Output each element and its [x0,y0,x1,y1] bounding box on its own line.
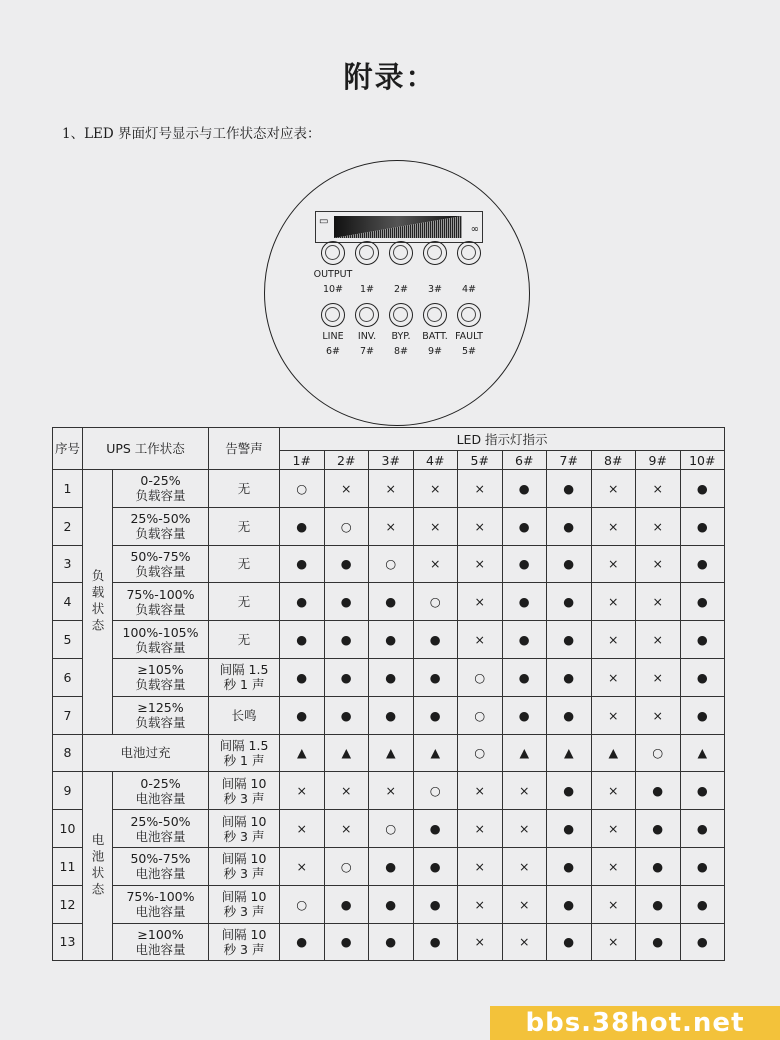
led-state-cell: ● [636,847,681,885]
table-row [53,847,725,885]
alarm-cell [209,507,280,545]
alarm-cell [209,696,280,734]
led-state-cell: ● [547,470,592,508]
row-number: 13 [53,923,83,961]
led-state-cell: × [280,772,325,810]
led-state-cell: × [458,621,503,659]
alarm-text: 无 [237,480,251,496]
led-state-cell: ● [636,885,681,923]
led-state-cell: × [502,923,547,961]
status-cell [113,885,209,923]
led-state-cell: × [591,810,636,848]
panel-led-name [446,269,492,281]
alarm-cell [209,734,280,772]
led-state-cell: ● [547,658,592,696]
led-column-header: 1# [280,451,325,470]
header-seq: 序号 [53,428,83,470]
status-range: 0-25% [140,473,181,489]
status-range: 0-25% [140,775,181,791]
panel-led-number: 2# [393,284,408,295]
status-type: 负载容量 [135,639,186,655]
status-range: 100%-105% [122,624,199,640]
alarm-text: 无 [237,556,251,572]
table-row [53,658,725,696]
alarm-text-2: 秒 3 声 [223,941,265,957]
led-state-cell: ● [502,470,547,508]
panel-led [457,241,481,265]
led-status-table [52,427,725,961]
alarm-text: 间隔 10 [221,813,267,829]
status-cell [113,696,209,734]
panel-led [389,241,413,265]
led-state-cell: ▲ [413,734,458,772]
row-number: 2 [53,507,83,545]
status-range: 75%-100% [126,889,195,905]
led-panel-diagram [264,160,530,426]
panel-led-number: 1# [359,284,374,295]
led-state-cell: ● [547,810,592,848]
alarm-text: 间隔 10 [221,851,267,867]
led-state-cell: ● [280,545,325,583]
panel-led-number: 5# [461,346,476,357]
led-state-cell: ▲ [324,734,369,772]
led-state-cell: ● [502,545,547,583]
table-row [53,696,725,734]
table-row [53,545,725,583]
led-state-cell: ● [413,885,458,923]
panel-led-number: 7# [359,346,374,357]
led-state-cell: ● [324,583,369,621]
status-type: 负载容量 [135,677,186,693]
led-column-header: 8# [591,451,636,470]
led-state-cell: × [324,772,369,810]
panel-led-number: 9# [427,346,442,357]
led-state-cell: × [591,507,636,545]
led-state-cell: ● [324,885,369,923]
led-state-cell: ● [324,658,369,696]
table-row [53,507,725,545]
level-bar [315,211,483,243]
panel-led-name: FAULT [455,331,483,342]
led-state-cell: × [636,696,681,734]
alarm-cell [209,923,280,961]
panel-led-name: LINE [322,331,344,342]
panel-led [389,303,413,327]
alarm-text: 间隔 1.5 [219,737,269,753]
panel-led-name: INV. [357,331,377,342]
led-state-cell: × [636,658,681,696]
alarm-text: 无 [237,632,251,648]
led-state-cell: ○ [636,734,681,772]
row-number: 4 [53,583,83,621]
led-state-cell: ● [547,621,592,659]
led-state-cell: ● [680,621,725,659]
status-cell [113,772,209,810]
status-type: 负载容量 [135,601,186,617]
row-number: 10 [53,810,83,848]
led-state-cell: ○ [280,470,325,508]
led-state-cell: × [458,545,503,583]
led-state-cell: ● [547,507,592,545]
led-state-cell: ● [680,507,725,545]
led-state-cell: ● [369,583,414,621]
led-state-cell: ● [413,923,458,961]
status-cell [113,507,209,545]
led-state-cell: × [458,583,503,621]
status-type: 负载容量 [135,488,186,504]
led-state-cell: ● [502,507,547,545]
status-cell [113,470,209,508]
led-state-cell: × [636,583,681,621]
led-state-cell: × [636,507,681,545]
alarm-text-2: 秒 3 声 [223,904,265,920]
led-state-cell: ● [502,583,547,621]
led-state-cell: × [591,847,636,885]
led-state-cell: ● [369,696,414,734]
row-number: 9 [53,772,83,810]
plug-icon: ∞ [470,224,479,235]
status-type: 电池容量 [135,904,186,920]
led-state-cell: ● [413,847,458,885]
led-state-cell: × [591,696,636,734]
status-cell [113,658,209,696]
led-state-cell: × [591,545,636,583]
led-state-cell: × [502,810,547,848]
led-state-cell: × [458,470,503,508]
led-state-cell: ○ [458,734,503,772]
led-state-cell: ● [413,658,458,696]
row-number: 8 [53,734,83,772]
led-state-cell: ○ [324,847,369,885]
led-state-cell: × [369,507,414,545]
row-number: 3 [53,545,83,583]
led-state-cell: ● [547,772,592,810]
panel-led-name: BYP. [391,331,411,342]
alarm-text: 无 [237,518,251,534]
status-cell [113,545,209,583]
led-state-cell: × [591,885,636,923]
led-state-cell: × [591,470,636,508]
status-type: 电池容量 [135,866,186,882]
status-cell [113,923,209,961]
led-state-cell: ○ [458,696,503,734]
header-status: UPS 工作状态 [83,428,209,470]
led-column-header: 10# [680,451,725,470]
led-state-cell: ● [324,923,369,961]
led-state-cell: ● [413,810,458,848]
status-type: 电池容量 [135,941,186,957]
led-state-cell: ● [680,885,725,923]
led-state-cell: ▲ [369,734,414,772]
led-state-cell: × [458,810,503,848]
status-type: 电池容量 [135,828,186,844]
led-state-cell: × [636,621,681,659]
led-state-cell: ● [369,847,414,885]
led-state-cell: ● [502,621,547,659]
led-state-cell: ▲ [591,734,636,772]
led-state-cell: ○ [458,658,503,696]
row-number: 1 [53,470,83,508]
alarm-text: 间隔 1.5 [219,662,269,678]
alarm-cell [209,847,280,885]
alarm-cell [209,470,280,508]
group-load-label: 负载状态 [83,470,113,735]
panel-led-name: OUTPUT [313,269,353,280]
alarm-text: 长鸣 [231,707,257,723]
status-cell [113,810,209,848]
table-row [53,772,725,810]
alarm-cell [209,772,280,810]
status-range: 25%-50% [130,511,191,527]
alarm-text: 间隔 10 [221,889,267,905]
alarm-text-2: 秒 3 声 [223,790,265,806]
led-state-cell: ● [680,658,725,696]
status-type: 负载容量 [135,526,186,542]
led-state-cell: ● [413,621,458,659]
led-state-cell: ● [280,621,325,659]
led-state-cell: ▲ [280,734,325,772]
led-state-cell: ● [369,621,414,659]
watermark: bbs.38hot.net [490,1006,780,1040]
led-state-cell: ● [680,470,725,508]
panel-led [321,303,345,327]
status-type: 负载容量 [135,715,186,731]
alarm-text: 无 [237,594,251,610]
alarm-cell [209,621,280,659]
alarm-text-2: 秒 3 声 [223,828,265,844]
led-state-cell: × [280,847,325,885]
led-state-cell: × [458,847,503,885]
led-state-cell: ● [280,658,325,696]
led-state-cell: × [458,507,503,545]
led-state-cell: ● [547,923,592,961]
led-state-cell: ○ [413,583,458,621]
table-row [53,470,725,508]
status-cell [113,847,209,885]
led-state-cell: × [502,772,547,810]
table-row [53,583,725,621]
led-state-cell: × [369,470,414,508]
row-number: 5 [53,621,83,659]
led-state-cell: × [458,923,503,961]
led-state-cell: ○ [413,772,458,810]
led-state-cell: × [324,470,369,508]
status-type: 电池容量 [135,790,186,806]
led-state-cell: ● [280,583,325,621]
alarm-text-2: 秒 3 声 [223,866,265,882]
led-state-cell: × [636,470,681,508]
row-number: 12 [53,885,83,923]
alarm-cell [209,810,280,848]
led-state-cell: ● [547,583,592,621]
led-state-cell: ▲ [547,734,592,772]
led-state-cell: ○ [369,545,414,583]
status-range: 50%-75% [130,851,191,867]
alarm-text: 间隔 10 [221,775,267,791]
led-state-cell: × [591,772,636,810]
led-state-cell: ● [280,696,325,734]
panel-led-number: 3# [427,284,442,295]
status-range: 25%-50% [130,813,191,829]
status-type: 负载容量 [135,563,186,579]
led-state-cell: ● [369,658,414,696]
led-state-cell: ● [680,583,725,621]
led-state-cell: ● [502,658,547,696]
table-row [53,923,725,961]
led-state-cell: ● [280,507,325,545]
status-range: ≥105% [137,662,184,678]
led-state-cell: × [413,545,458,583]
status-range: 50%-75% [130,548,191,564]
panel-led [423,241,447,265]
status-range: ≥100% [137,926,184,942]
row-number: 7 [53,696,83,734]
led-state-cell: ○ [369,810,414,848]
panel-led-number: 10# [322,284,344,295]
led-state-cell: ● [680,772,725,810]
led-state-cell: × [636,545,681,583]
group-battery-label: 电池状态 [83,772,113,961]
panel-led-number: 8# [393,346,408,357]
led-column-header: 2# [324,451,369,470]
led-state-cell: ● [369,885,414,923]
led-state-cell: × [591,923,636,961]
led-state-cell: × [502,885,547,923]
panel-led-label [446,269,492,296]
row-number: 11 [53,847,83,885]
led-state-cell: ● [324,696,369,734]
header-led: LED 指示灯指示 [280,428,725,451]
led-state-cell: × [591,583,636,621]
led-state-cell: ○ [324,507,369,545]
led-state-cell: ● [324,545,369,583]
led-state-cell: ● [324,621,369,659]
led-state-cell: × [458,885,503,923]
alarm-text-2: 秒 1 声 [223,677,265,693]
panel-led [423,303,447,327]
row-number: 6 [53,658,83,696]
led-state-cell: × [413,470,458,508]
led-column-header: 7# [547,451,592,470]
panel-led-name: BATT. [422,331,448,342]
section-heading: 1、LED 界面灯号显示与工作状态对应表： [62,126,321,142]
table-row [53,885,725,923]
led-state-cell: × [324,810,369,848]
led-state-cell: ● [680,696,725,734]
led-column-header: 3# [369,451,414,470]
status-range: 75%-100% [126,586,195,602]
led-state-cell: × [502,847,547,885]
panel-led [457,303,481,327]
led-column-header: 9# [636,451,681,470]
table-row [53,734,725,772]
led-state-cell: ● [413,696,458,734]
led-state-cell: × [369,772,414,810]
led-state-cell: × [591,658,636,696]
table-row [53,621,725,659]
panel-led-label [446,331,492,358]
led-state-cell: × [591,621,636,659]
led-column-header: 5# [458,451,503,470]
panel-led-number: 4# [461,284,476,295]
led-state-cell: ● [636,923,681,961]
status-cell [83,734,209,772]
table-row [53,810,725,848]
led-column-header: 6# [502,451,547,470]
alarm-cell [209,545,280,583]
led-state-cell: × [280,810,325,848]
alarm-cell [209,658,280,696]
led-state-cell: ● [636,810,681,848]
led-state-cell: ● [547,545,592,583]
led-state-cell: ● [547,847,592,885]
led-state-cell: ● [680,847,725,885]
alarm-text: 间隔 10 [221,926,267,942]
led-state-cell: × [458,772,503,810]
led-state-cell: ● [680,923,725,961]
led-state-cell: ● [280,923,325,961]
status-cell [113,583,209,621]
alarm-text-2: 秒 1 声 [223,752,265,768]
battery-icon: ▭ [319,216,329,227]
led-state-cell: ○ [280,885,325,923]
status-cell [113,621,209,659]
led-state-cell: ● [547,696,592,734]
panel-led [355,303,379,327]
status-range: 电池过充 [120,745,171,761]
led-column-header: 4# [413,451,458,470]
led-state-cell: ● [680,810,725,848]
header-alarm: 告警声 [209,428,280,470]
led-state-cell: ● [547,885,592,923]
panel-led [321,241,345,265]
alarm-cell [209,583,280,621]
alarm-cell [209,885,280,923]
led-state-cell: ● [369,923,414,961]
led-state-cell: × [413,507,458,545]
led-state-cell: ▲ [502,734,547,772]
led-state-cell: ● [502,696,547,734]
led-state-cell: ● [636,772,681,810]
led-state-cell: ▲ [680,734,725,772]
page-title: 附录： [343,60,437,94]
led-state-cell: ● [680,545,725,583]
panel-led-number: 6# [325,346,340,357]
status-range: ≥125% [137,700,184,716]
panel-led [355,241,379,265]
